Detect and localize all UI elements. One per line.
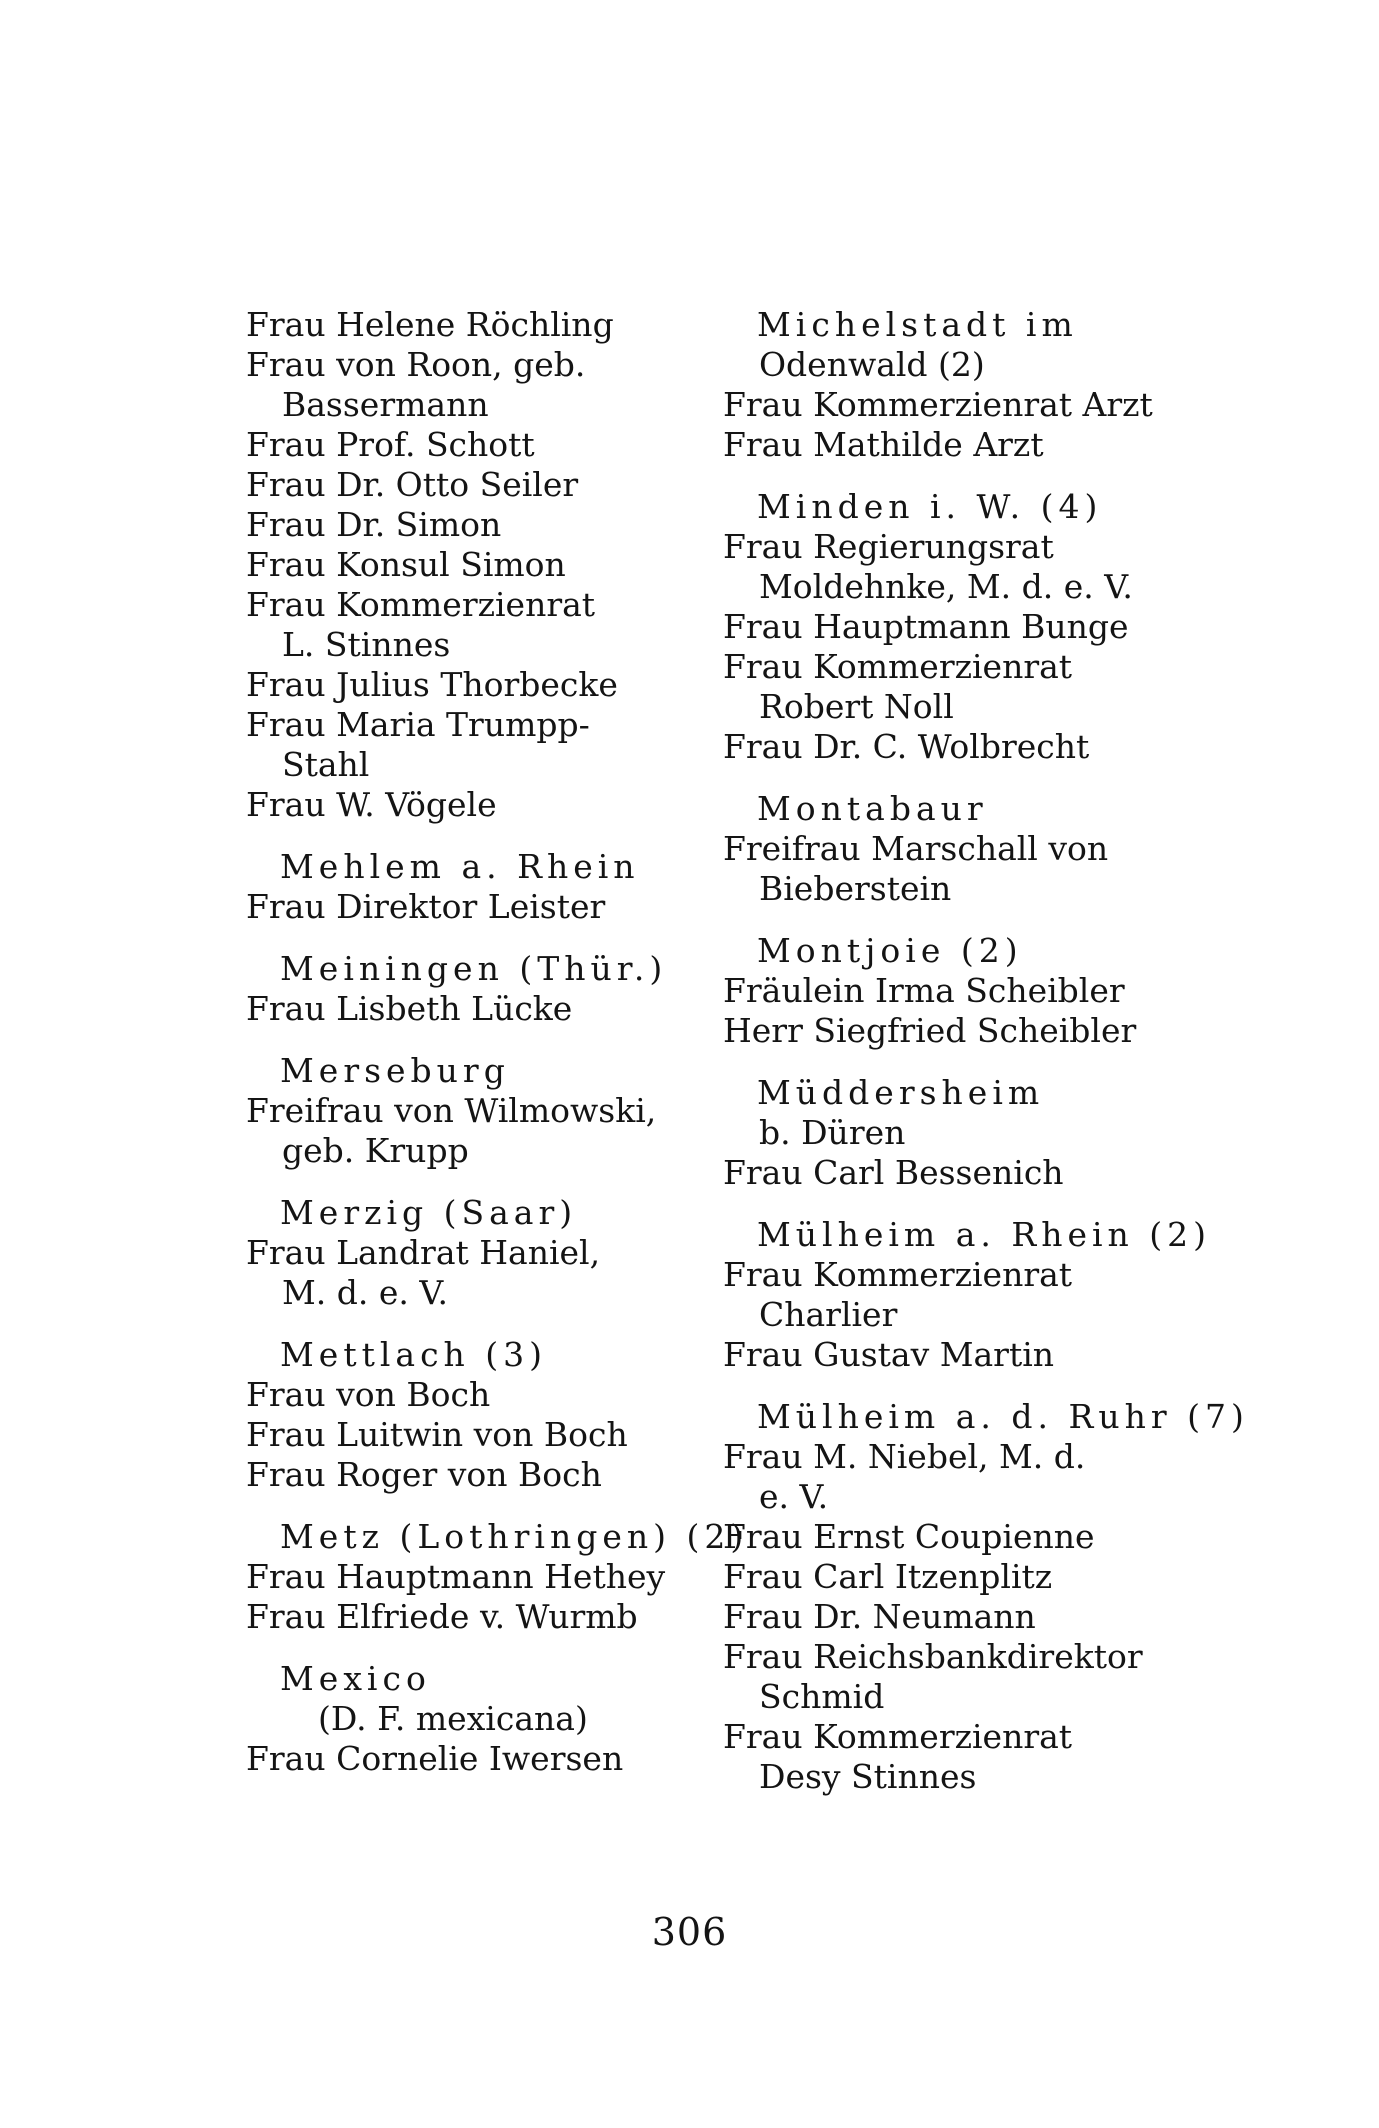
member-entry: Herr Siegfried Scheibler	[723, 1011, 1137, 1050]
member-entry: Frau Hauptmann Hethey	[246, 1557, 666, 1596]
member-entry: Frau Maria Trumpp-	[246, 705, 590, 744]
member-entry: Freifrau Marschall von	[723, 829, 1109, 868]
member-entry: Frau Kommerzienrat	[723, 1717, 1073, 1756]
member-entry: Frau Luitwin von Boch	[246, 1415, 628, 1454]
entry-continuation: Bieberstein	[759, 869, 952, 908]
entry-continuation: Moldehnke, M. d. e. V.	[759, 567, 1133, 606]
entry-continuation: Bassermann	[282, 385, 489, 424]
member-entry: Freifrau von Wilmowski,	[246, 1091, 657, 1130]
left-column	[246, 305, 749, 1779]
member-entry: Frau Helene Röchling	[246, 305, 614, 344]
member-entry: Frau Landrat Haniel,	[246, 1233, 601, 1272]
member-entry: Frau Konsul Simon	[246, 545, 566, 584]
member-entry: Frau Ernst Coupienne	[723, 1517, 1095, 1556]
member-entry: Frau Gustav Martin	[723, 1335, 1055, 1374]
entry-continuation: Robert Noll	[759, 687, 954, 726]
place-heading: Mehlem a. Rhein	[280, 847, 640, 886]
member-entry: Frau Prof. Schott	[246, 425, 535, 464]
member-entry: Frau Carl Itzenplitz	[723, 1557, 1053, 1596]
member-entry: Frau Kommerzienrat Arzt	[723, 385, 1153, 424]
member-entry: Frau von Boch	[246, 1375, 491, 1414]
member-entry: Frau Direktor Leister	[246, 887, 606, 926]
place-heading: Mülheim a. Rhein (2)	[757, 1215, 1212, 1254]
place-heading: Mülheim a. d. Ruhr (7)	[757, 1397, 1249, 1436]
entry-continuation: Schmid	[759, 1677, 885, 1716]
place-heading: Metz (Lothringen) (2)	[280, 1517, 749, 1556]
place-heading: Minden i. W. (4)	[757, 487, 1103, 526]
member-entry: Frau Dr. C. Wolbrecht	[723, 727, 1090, 766]
entry-continuation: b. Düren	[759, 1113, 906, 1152]
entry-continuation: Charlier	[759, 1295, 898, 1334]
member-entry: Frau Elfriede v. Wurmb	[246, 1597, 638, 1636]
entry-continuation: geb. Krupp	[282, 1131, 469, 1170]
entry-continuation: Odenwald (2)	[759, 345, 985, 384]
member-entry: Frau Dr. Neumann	[723, 1597, 1036, 1636]
member-entry: Frau Dr. Simon	[246, 505, 502, 544]
entry-continuation: L. Stinnes	[282, 625, 451, 664]
page-number: 306	[651, 1910, 728, 1954]
place-heading: Mettlach (3)	[280, 1335, 548, 1374]
entry-continuation: Desy Stinnes	[759, 1757, 977, 1796]
member-entry: Frau Kommerzienrat	[246, 585, 596, 624]
place-heading: Meiningen (Thür.)	[280, 949, 668, 988]
place-heading: Michelstadt im	[757, 305, 1078, 344]
member-entry: Frau Hauptmann Bunge	[723, 607, 1129, 646]
member-entry: Frau Roger von Boch	[246, 1455, 602, 1494]
place-subheading: (D. F. mexicana)	[318, 1699, 588, 1738]
place-heading: Montabaur	[757, 789, 988, 828]
place-heading: Merseburg	[280, 1051, 510, 1090]
member-entry: Fräulein Irma Scheibler	[723, 971, 1125, 1010]
member-entry: Frau Mathilde Arzt	[723, 425, 1044, 464]
entry-continuation: e. V.	[759, 1477, 829, 1516]
member-entry: Frau von Roon, geb.	[246, 345, 586, 384]
member-entry: Frau Julius Thorbecke	[246, 665, 618, 704]
entry-continuation: Stahl	[282, 745, 370, 784]
place-heading: Müddersheim	[757, 1073, 1045, 1112]
member-entry: Frau W. Vögele	[246, 785, 497, 824]
place-heading: Mexico	[280, 1659, 431, 1698]
member-entry: Frau Dr. Otto Seiler	[246, 465, 579, 504]
member-entry: Frau Cornelie Iwersen	[246, 1739, 624, 1778]
member-entry: Frau Kommerzienrat	[723, 1255, 1073, 1294]
place-heading: Montjoie (2)	[757, 931, 1023, 970]
member-entry: Frau Regierungsrat	[723, 527, 1054, 566]
member-entry: Frau M. Niebel, M. d.	[723, 1437, 1086, 1476]
entry-continuation: M. d. e. V.	[282, 1273, 448, 1312]
member-entry: Frau Reichsbankdirektor	[723, 1637, 1143, 1676]
member-entry: Frau Carl Bessenich	[723, 1153, 1064, 1192]
member-entry: Frau Lisbeth Lücke	[246, 989, 573, 1028]
right-column	[723, 305, 1249, 1797]
member-entry: Frau Kommerzienrat	[723, 647, 1073, 686]
place-heading: Merzig (Saar)	[280, 1193, 578, 1232]
